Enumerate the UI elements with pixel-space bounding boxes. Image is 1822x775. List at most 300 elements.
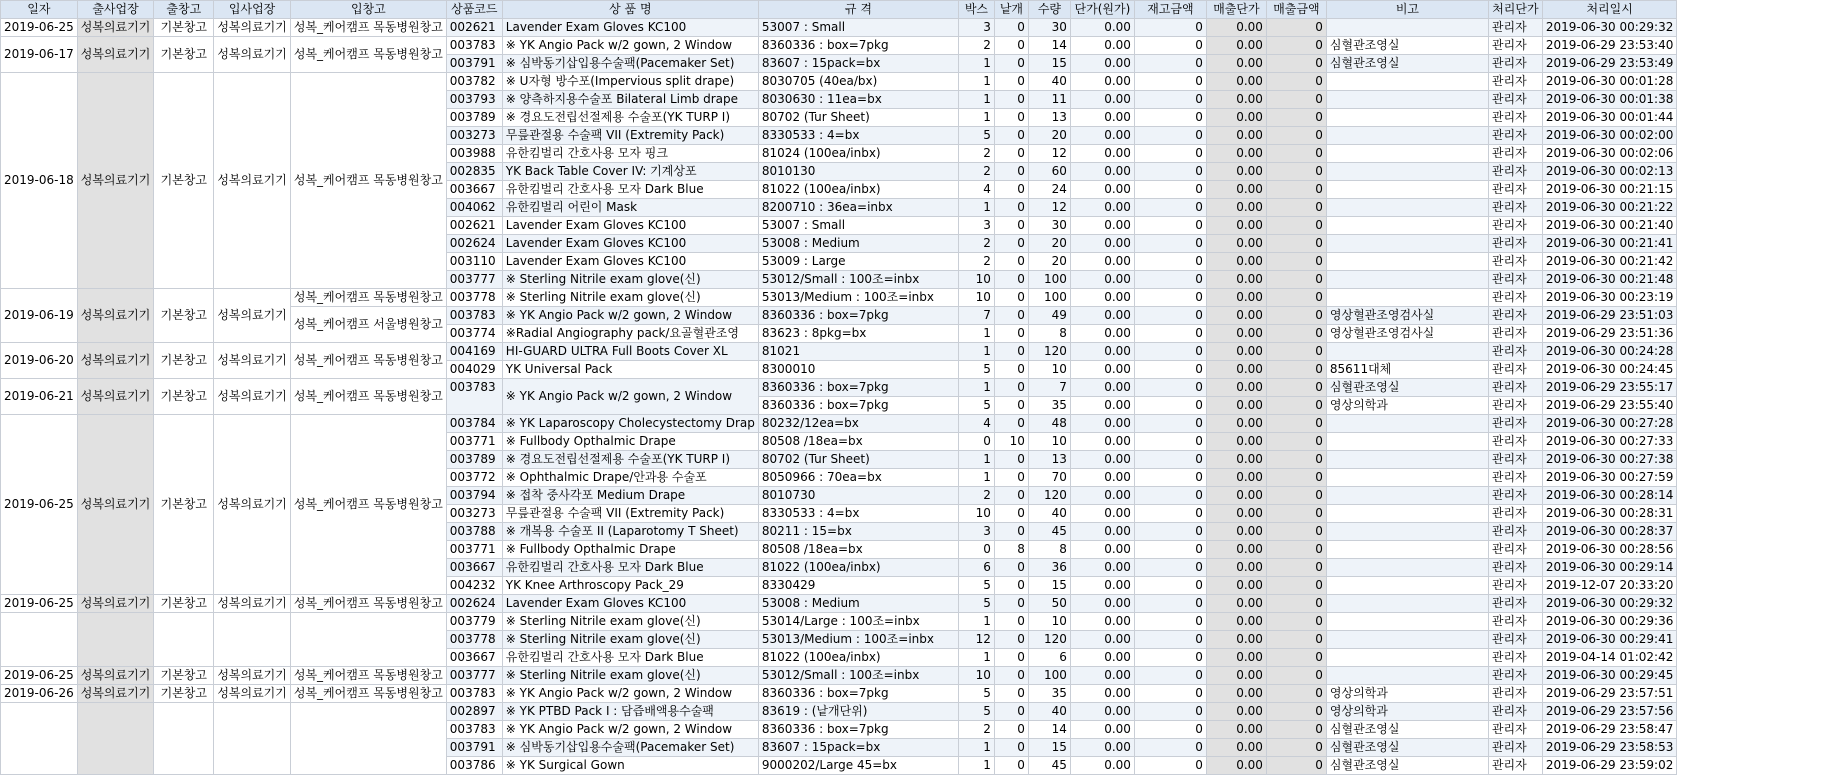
cell-memo[interactable] <box>1326 199 1488 217</box>
cell-box[interactable]: 5 <box>958 703 994 721</box>
cell-handler[interactable]: 관리자 <box>1488 91 1542 109</box>
cell-pieces[interactable]: 0 <box>994 289 1028 307</box>
cell-unit-cost[interactable]: 0.00 <box>1070 649 1134 667</box>
cell-memo[interactable] <box>1326 163 1488 181</box>
cell-sales-price[interactable]: 0.00 <box>1206 325 1266 343</box>
cell-in-warehouse[interactable]: 성복_케어캠프 목동병원창고 <box>290 343 446 379</box>
cell-spec[interactable]: 8360336 : box=7pkg <box>758 685 958 703</box>
cell-unit-cost[interactable]: 0.00 <box>1070 541 1134 559</box>
cell-memo[interactable] <box>1326 631 1488 649</box>
cell-processed-time[interactable]: 2019-06-29 23:51:03 <box>1542 307 1676 325</box>
cell-product-name[interactable]: Lavender Exam Gloves KC100 <box>502 19 758 37</box>
cell-handler[interactable]: 관리자 <box>1488 649 1542 667</box>
column-header[interactable]: 상 품 명 <box>502 1 758 19</box>
cell-product-name[interactable]: YK Universal Pack <box>502 361 758 379</box>
cell-unit-cost[interactable]: 0.00 <box>1070 73 1134 91</box>
cell-processed-time[interactable]: 2019-06-29 23:55:17 <box>1542 379 1676 397</box>
table-row[interactable] <box>1 613 1677 631</box>
cell-product-code[interactable]: 003782 <box>446 73 502 91</box>
column-header[interactable]: 재고금액 <box>1134 1 1206 19</box>
cell-product-name[interactable]: ※ YK PTBD Pack I : 담즙배액용수술팩 <box>502 703 758 721</box>
cell-quantity[interactable]: 15 <box>1028 577 1070 595</box>
cell-product-name[interactable]: Lavender Exam Gloves KC100 <box>502 253 758 271</box>
cell-product-code[interactable]: 003783 <box>446 37 502 55</box>
cell-memo[interactable] <box>1326 343 1488 361</box>
cell-pieces[interactable]: 0 <box>994 667 1028 685</box>
cell-in-warehouse[interactable]: 성복_케어캠프 서울병원창고 <box>290 307 446 343</box>
cell-stock-amount[interactable]: 0 <box>1134 523 1206 541</box>
cell-sales-price[interactable]: 0.00 <box>1206 217 1266 235</box>
cell-quantity[interactable]: 12 <box>1028 145 1070 163</box>
column-header[interactable]: 비고 <box>1326 1 1488 19</box>
cell-stock-amount[interactable]: 0 <box>1134 649 1206 667</box>
cell-product-code[interactable]: 004029 <box>446 361 502 379</box>
cell-unit-cost[interactable]: 0.00 <box>1070 289 1134 307</box>
cell-stock-amount[interactable]: 0 <box>1134 325 1206 343</box>
table-row[interactable] <box>1 685 1677 703</box>
cell-sales-amount[interactable]: 0 <box>1266 109 1326 127</box>
cell-stock-amount[interactable]: 0 <box>1134 235 1206 253</box>
cell-processed-time[interactable]: 2019-06-30 00:21:22 <box>1542 199 1676 217</box>
cell-sales-amount[interactable]: 0 <box>1266 307 1326 325</box>
cell-sales-amount[interactable]: 0 <box>1266 667 1326 685</box>
cell-unit-cost[interactable]: 0.00 <box>1070 361 1134 379</box>
cell-product-code[interactable]: 002621 <box>446 19 502 37</box>
cell-unit-cost[interactable]: 0.00 <box>1070 487 1134 505</box>
cell-processed-time[interactable]: 2019-06-30 00:01:44 <box>1542 109 1676 127</box>
cell-sales-price[interactable]: 0.00 <box>1206 703 1266 721</box>
cell-in-business[interactable]: 성복의료기기 <box>214 19 291 37</box>
cell-unit-cost[interactable]: 0.00 <box>1070 55 1134 73</box>
cell-product-code[interactable]: 004169 <box>446 343 502 361</box>
cell-box[interactable]: 3 <box>958 19 994 37</box>
column-header[interactable]: 상품코드 <box>446 1 502 19</box>
cell-sales-amount[interactable]: 0 <box>1266 757 1326 775</box>
cell-memo[interactable] <box>1326 505 1488 523</box>
cell-spec[interactable]: 8360336 : box=7pkg <box>758 379 958 397</box>
cell-handler[interactable]: 관리자 <box>1488 577 1542 595</box>
cell-handler[interactable]: 관리자 <box>1488 523 1542 541</box>
cell-date[interactable]: 2019-06-25 <box>1 595 78 613</box>
cell-sales-price[interactable]: 0.00 <box>1206 235 1266 253</box>
cell-product-name[interactable]: 유한킴벌리 어린이 Mask <box>502 199 758 217</box>
cell-out-warehouse[interactable]: 기본창고 <box>154 685 214 703</box>
cell-stock-amount[interactable]: 0 <box>1134 343 1206 361</box>
cell-spec[interactable]: 8030630 : 11ea=bx <box>758 91 958 109</box>
cell-out-business[interactable] <box>77 703 154 775</box>
cell-stock-amount[interactable]: 0 <box>1134 271 1206 289</box>
cell-handler[interactable]: 관리자 <box>1488 145 1542 163</box>
cell-product-name[interactable]: ※ 심박동기삽입용수술팩(Pacemaker Set) <box>502 55 758 73</box>
cell-sales-price[interactable]: 0.00 <box>1206 487 1266 505</box>
cell-in-warehouse[interactable]: 성복_케어캠프 목동병원창고 <box>290 37 446 73</box>
cell-product-name[interactable]: ※ Sterling Nitrile exam glove(신) <box>502 289 758 307</box>
cell-processed-time[interactable]: 2019-06-29 23:58:47 <box>1542 721 1676 739</box>
cell-quantity[interactable]: 24 <box>1028 181 1070 199</box>
cell-unit-cost[interactable]: 0.00 <box>1070 379 1134 397</box>
cell-quantity[interactable]: 120 <box>1028 487 1070 505</box>
cell-pieces[interactable]: 0 <box>994 685 1028 703</box>
cell-stock-amount[interactable]: 0 <box>1134 289 1206 307</box>
cell-spec[interactable]: 80211 : 15=bx <box>758 523 958 541</box>
cell-pieces[interactable]: 0 <box>994 649 1028 667</box>
table-row[interactable] <box>1 703 1677 721</box>
cell-product-name[interactable]: ※ YK Surgical Gown <box>502 757 758 775</box>
cell-box[interactable]: 1 <box>958 325 994 343</box>
cell-stock-amount[interactable]: 0 <box>1134 127 1206 145</box>
cell-unit-cost[interactable]: 0.00 <box>1070 271 1134 289</box>
cell-product-code[interactable]: 003273 <box>446 127 502 145</box>
cell-memo[interactable] <box>1326 271 1488 289</box>
cell-pieces[interactable]: 8 <box>994 541 1028 559</box>
cell-product-code[interactable]: 004062 <box>446 199 502 217</box>
cell-stock-amount[interactable]: 0 <box>1134 613 1206 631</box>
cell-stock-amount[interactable]: 0 <box>1134 217 1206 235</box>
cell-spec[interactable]: 53009 : Large <box>758 253 958 271</box>
cell-product-code[interactable]: 003783 <box>446 721 502 739</box>
cell-memo[interactable] <box>1326 541 1488 559</box>
cell-memo[interactable]: 영상혈관조영검사실 <box>1326 307 1488 325</box>
table-row[interactable] <box>1 667 1677 685</box>
cell-stock-amount[interactable]: 0 <box>1134 19 1206 37</box>
cell-box[interactable]: 2 <box>958 37 994 55</box>
cell-sales-amount[interactable]: 0 <box>1266 739 1326 757</box>
cell-product-name[interactable]: ※ 양측하지용수술포 Bilateral Limb drape <box>502 91 758 109</box>
column-header[interactable]: 규 격 <box>758 1 958 19</box>
cell-stock-amount[interactable]: 0 <box>1134 595 1206 613</box>
cell-handler[interactable]: 관리자 <box>1488 109 1542 127</box>
cell-spec[interactable]: 80508 /18ea=bx <box>758 541 958 559</box>
cell-out-warehouse[interactable]: 기본창고 <box>154 73 214 289</box>
cell-processed-time[interactable]: 2019-06-30 00:27:28 <box>1542 415 1676 433</box>
cell-sales-price[interactable]: 0.00 <box>1206 649 1266 667</box>
cell-processed-time[interactable]: 2019-06-30 00:21:48 <box>1542 271 1676 289</box>
cell-handler[interactable]: 관리자 <box>1488 73 1542 91</box>
cell-handler[interactable]: 관리자 <box>1488 199 1542 217</box>
cell-unit-cost[interactable]: 0.00 <box>1070 163 1134 181</box>
cell-product-code[interactable]: 003110 <box>446 253 502 271</box>
cell-product-name[interactable]: ※ YK Angio Pack w/2 gown, 2 Window <box>502 685 758 703</box>
cell-memo[interactable]: 심혈관조영실 <box>1326 721 1488 739</box>
cell-memo[interactable] <box>1326 73 1488 91</box>
table-row[interactable] <box>1 595 1677 613</box>
cell-processed-time[interactable]: 2019-06-30 00:01:38 <box>1542 91 1676 109</box>
cell-stock-amount[interactable]: 0 <box>1134 559 1206 577</box>
cell-stock-amount[interactable]: 0 <box>1134 757 1206 775</box>
cell-quantity[interactable]: 70 <box>1028 469 1070 487</box>
cell-quantity[interactable]: 100 <box>1028 289 1070 307</box>
cell-date[interactable]: 2019-06-25 <box>1 415 78 595</box>
cell-memo[interactable]: 영상의학과 <box>1326 703 1488 721</box>
cell-product-name[interactable]: ※ Sterling Nitrile exam glove(신) <box>502 631 758 649</box>
cell-box[interactable]: 4 <box>958 181 994 199</box>
cell-processed-time[interactable]: 2019-06-29 23:57:51 <box>1542 685 1676 703</box>
cell-quantity[interactable]: 40 <box>1028 73 1070 91</box>
cell-product-name[interactable]: ※Radial Angiography pack/요골혈관조영 <box>502 325 758 343</box>
cell-box[interactable]: 1 <box>958 613 994 631</box>
cell-product-name[interactable]: Lavender Exam Gloves KC100 <box>502 235 758 253</box>
cell-date[interactable]: 2019-06-21 <box>1 379 78 415</box>
cell-stock-amount[interactable]: 0 <box>1134 415 1206 433</box>
cell-stock-amount[interactable]: 0 <box>1134 307 1206 325</box>
cell-handler[interactable]: 관리자 <box>1488 325 1542 343</box>
cell-sales-amount[interactable]: 0 <box>1266 703 1326 721</box>
cell-unit-cost[interactable]: 0.00 <box>1070 595 1134 613</box>
cell-in-business[interactable]: 성복의료기기 <box>214 595 291 613</box>
cell-sales-amount[interactable]: 0 <box>1266 91 1326 109</box>
cell-quantity[interactable]: 8 <box>1028 325 1070 343</box>
cell-product-name[interactable]: 무릎관절용 수술팩 VII (Extremity Pack) <box>502 505 758 523</box>
cell-quantity[interactable]: 10 <box>1028 613 1070 631</box>
cell-pieces[interactable]: 0 <box>994 451 1028 469</box>
cell-sales-price[interactable]: 0.00 <box>1206 271 1266 289</box>
cell-product-name[interactable]: ※ Sterling Nitrile exam glove(신) <box>502 667 758 685</box>
table-row[interactable] <box>1 37 1677 55</box>
cell-product-code[interactable]: 003667 <box>446 181 502 199</box>
cell-sales-amount[interactable]: 0 <box>1266 379 1326 397</box>
cell-handler[interactable]: 관리자 <box>1488 37 1542 55</box>
cell-unit-cost[interactable]: 0.00 <box>1070 307 1134 325</box>
cell-out-business[interactable]: 성복의료기기 <box>77 343 154 379</box>
cell-box[interactable]: 2 <box>958 145 994 163</box>
cell-product-code[interactable]: 003778 <box>446 631 502 649</box>
cell-spec[interactable]: 53013/Medium : 100조=inbx <box>758 289 958 307</box>
cell-box[interactable]: 7 <box>958 307 994 325</box>
cell-unit-cost[interactable]: 0.00 <box>1070 685 1134 703</box>
cell-pieces[interactable]: 0 <box>994 559 1028 577</box>
cell-in-business[interactable]: 성복의료기기 <box>214 37 291 73</box>
cell-pieces[interactable]: 0 <box>994 757 1028 775</box>
cell-sales-price[interactable]: 0.00 <box>1206 55 1266 73</box>
cell-out-warehouse[interactable]: 기본창고 <box>154 343 214 379</box>
column-header[interactable]: 일자 <box>1 1 78 19</box>
cell-memo[interactable]: 심혈관조영실 <box>1326 55 1488 73</box>
column-header[interactable]: 단가(원가) <box>1070 1 1134 19</box>
cell-pieces[interactable]: 0 <box>994 577 1028 595</box>
cell-handler[interactable]: 관리자 <box>1488 631 1542 649</box>
cell-in-warehouse[interactable]: 성복_케어캠프 목동병원창고 <box>290 595 446 613</box>
cell-sales-amount[interactable]: 0 <box>1266 487 1326 505</box>
cell-stock-amount[interactable]: 0 <box>1134 37 1206 55</box>
cell-product-name[interactable]: ※ 접착 중사각포 Medium Drape <box>502 487 758 505</box>
cell-out-business[interactable]: 성복의료기기 <box>77 685 154 703</box>
cell-box[interactable]: 10 <box>958 289 994 307</box>
cell-pieces[interactable]: 0 <box>994 343 1028 361</box>
cell-handler[interactable]: 관리자 <box>1488 757 1542 775</box>
cell-product-code[interactable]: 003783 <box>446 685 502 703</box>
cell-unit-cost[interactable]: 0.00 <box>1070 127 1134 145</box>
cell-product-code[interactable]: 003667 <box>446 649 502 667</box>
cell-memo[interactable] <box>1326 109 1488 127</box>
cell-date[interactable]: 2019-06-19 <box>1 289 78 343</box>
cell-box[interactable]: 0 <box>958 433 994 451</box>
cell-stock-amount[interactable]: 0 <box>1134 721 1206 739</box>
cell-stock-amount[interactable]: 0 <box>1134 397 1206 415</box>
cell-memo[interactable]: 심혈관조영실 <box>1326 757 1488 775</box>
cell-spec[interactable]: 8030705 (40ea/bx) <box>758 73 958 91</box>
cell-box[interactable]: 2 <box>958 487 994 505</box>
cell-processed-time[interactable]: 2019-06-30 00:23:19 <box>1542 289 1676 307</box>
cell-sales-amount[interactable]: 0 <box>1266 343 1326 361</box>
cell-sales-amount[interactable]: 0 <box>1266 37 1326 55</box>
cell-product-name[interactable]: ※ 심박동기삽입용수술팩(Pacemaker Set) <box>502 739 758 757</box>
cell-spec[interactable]: 83607 : 15pack=bx <box>758 55 958 73</box>
column-header[interactable]: 입창고 <box>290 1 446 19</box>
cell-box[interactable]: 5 <box>958 397 994 415</box>
cell-box[interactable]: 1 <box>958 451 994 469</box>
cell-processed-time[interactable]: 2019-06-30 00:28:14 <box>1542 487 1676 505</box>
cell-product-name[interactable]: ※ Fullbody Opthalmic Drape <box>502 541 758 559</box>
cell-stock-amount[interactable]: 0 <box>1134 577 1206 595</box>
cell-processed-time[interactable]: 2019-06-30 00:29:36 <box>1542 613 1676 631</box>
cell-pieces[interactable]: 10 <box>994 433 1028 451</box>
cell-out-warehouse[interactable]: 기본창고 <box>154 379 214 415</box>
cell-unit-cost[interactable]: 0.00 <box>1070 451 1134 469</box>
cell-pieces[interactable]: 0 <box>994 379 1028 397</box>
cell-in-warehouse[interactable]: 성복_케어캠프 목동병원창고 <box>290 415 446 595</box>
cell-handler[interactable]: 관리자 <box>1488 55 1542 73</box>
cell-unit-cost[interactable]: 0.00 <box>1070 703 1134 721</box>
cell-pieces[interactable]: 0 <box>994 181 1028 199</box>
cell-sales-amount[interactable]: 0 <box>1266 433 1326 451</box>
cell-product-code[interactable]: 003784 <box>446 415 502 433</box>
cell-spec[interactable]: 80702 (Tur Sheet) <box>758 451 958 469</box>
cell-product-code[interactable]: 002835 <box>446 163 502 181</box>
cell-sales-amount[interactable]: 0 <box>1266 685 1326 703</box>
cell-memo[interactable] <box>1326 487 1488 505</box>
cell-pieces[interactable]: 0 <box>994 271 1028 289</box>
column-header[interactable]: 입사업장 <box>214 1 291 19</box>
cell-quantity[interactable]: 49 <box>1028 307 1070 325</box>
cell-memo[interactable] <box>1326 451 1488 469</box>
cell-spec[interactable]: 81024 (100ea/inbx) <box>758 145 958 163</box>
cell-sales-amount[interactable]: 0 <box>1266 649 1326 667</box>
cell-spec[interactable]: 80232/12ea=bx <box>758 415 958 433</box>
cell-spec[interactable]: 53012/Small : 100조=inbx <box>758 667 958 685</box>
cell-memo[interactable] <box>1326 469 1488 487</box>
cell-product-code[interactable]: 003783 <box>446 307 502 325</box>
cell-stock-amount[interactable]: 0 <box>1134 109 1206 127</box>
cell-handler[interactable]: 관리자 <box>1488 451 1542 469</box>
cell-sales-price[interactable]: 0.00 <box>1206 667 1266 685</box>
cell-quantity[interactable]: 120 <box>1028 343 1070 361</box>
cell-product-name[interactable]: Lavender Exam Gloves KC100 <box>502 217 758 235</box>
cell-sales-price[interactable]: 0.00 <box>1206 181 1266 199</box>
cell-spec[interactable]: 53008 : Medium <box>758 235 958 253</box>
cell-product-code[interactable]: 003988 <box>446 145 502 163</box>
cell-handler[interactable]: 관리자 <box>1488 721 1542 739</box>
cell-quantity[interactable]: 35 <box>1028 397 1070 415</box>
cell-product-name[interactable]: 유한킴벌리 간호사용 모자 Dark Blue <box>502 181 758 199</box>
cell-processed-time[interactable]: 2019-06-30 00:24:28 <box>1542 343 1676 361</box>
cell-spec[interactable]: 8330533 : 4=bx <box>758 127 958 145</box>
cell-date[interactable]: 2019-06-18 <box>1 73 78 289</box>
cell-processed-time[interactable]: 2019-06-30 00:27:33 <box>1542 433 1676 451</box>
cell-handler[interactable]: 관리자 <box>1488 217 1542 235</box>
cell-processed-time[interactable]: 2019-06-30 00:29:41 <box>1542 631 1676 649</box>
cell-out-warehouse[interactable]: 기본창고 <box>154 415 214 595</box>
cell-in-warehouse[interactable]: 성복_케어캠프 목동병원창고 <box>290 685 446 703</box>
cell-product-code[interactable]: 003779 <box>446 613 502 631</box>
cell-product-name[interactable]: ※ YK Angio Pack w/2 gown, 2 Window <box>502 379 758 415</box>
cell-memo[interactable] <box>1326 181 1488 199</box>
cell-stock-amount[interactable]: 0 <box>1134 199 1206 217</box>
cell-spec[interactable]: 53007 : Small <box>758 19 958 37</box>
cell-product-code[interactable]: 003783 <box>446 379 502 415</box>
cell-spec[interactable]: 8330533 : 4=bx <box>758 505 958 523</box>
cell-sales-amount[interactable]: 0 <box>1266 271 1326 289</box>
table-row[interactable] <box>1 19 1677 37</box>
cell-quantity[interactable]: 13 <box>1028 451 1070 469</box>
cell-quantity[interactable]: 100 <box>1028 667 1070 685</box>
cell-unit-cost[interactable]: 0.00 <box>1070 469 1134 487</box>
cell-spec[interactable]: 8360336 : box=7pkg <box>758 397 958 415</box>
cell-spec[interactable]: 80702 (Tur Sheet) <box>758 109 958 127</box>
cell-sales-price[interactable]: 0.00 <box>1206 505 1266 523</box>
cell-processed-time[interactable]: 2019-06-30 00:29:45 <box>1542 667 1676 685</box>
cell-product-code[interactable]: 003789 <box>446 109 502 127</box>
cell-sales-price[interactable]: 0.00 <box>1206 685 1266 703</box>
cell-stock-amount[interactable]: 0 <box>1134 91 1206 109</box>
cell-out-warehouse[interactable]: 기본창고 <box>154 289 214 343</box>
cell-in-warehouse[interactable] <box>290 613 446 667</box>
cell-quantity[interactable]: 36 <box>1028 559 1070 577</box>
cell-memo[interactable]: 영상혈관조영검사실 <box>1326 325 1488 343</box>
cell-product-name[interactable]: ※ Sterling Nitrile exam glove(신) <box>502 271 758 289</box>
cell-memo[interactable]: 심혈관조영실 <box>1326 37 1488 55</box>
cell-memo[interactable] <box>1326 433 1488 451</box>
cell-stock-amount[interactable]: 0 <box>1134 145 1206 163</box>
cell-processed-time[interactable]: 2019-06-29 23:53:40 <box>1542 37 1676 55</box>
cell-spec[interactable]: 8050966 : 70ea=bx <box>758 469 958 487</box>
cell-out-warehouse[interactable]: 기본창고 <box>154 667 214 685</box>
cell-pieces[interactable]: 0 <box>994 523 1028 541</box>
cell-processed-time[interactable]: 2019-06-30 00:27:59 <box>1542 469 1676 487</box>
cell-sales-price[interactable]: 0.00 <box>1206 541 1266 559</box>
cell-pieces[interactable]: 0 <box>994 613 1028 631</box>
cell-unit-cost[interactable]: 0.00 <box>1070 91 1134 109</box>
cell-pieces[interactable]: 0 <box>994 253 1028 271</box>
cell-quantity[interactable]: 14 <box>1028 721 1070 739</box>
cell-box[interactable]: 10 <box>958 505 994 523</box>
cell-sales-price[interactable]: 0.00 <box>1206 613 1266 631</box>
cell-product-name[interactable]: Lavender Exam Gloves KC100 <box>502 595 758 613</box>
cell-handler[interactable]: 관리자 <box>1488 433 1542 451</box>
cell-sales-amount[interactable]: 0 <box>1266 73 1326 91</box>
cell-product-name[interactable]: ※ Ophthalmic Drape/안과용 수술포 <box>502 469 758 487</box>
cell-quantity[interactable]: 35 <box>1028 685 1070 703</box>
cell-handler[interactable]: 관리자 <box>1488 487 1542 505</box>
cell-product-name[interactable]: 유한킴벌리 간호사용 모자 Dark Blue <box>502 559 758 577</box>
cell-memo[interactable]: 심혈관조영실 <box>1326 739 1488 757</box>
cell-sales-price[interactable]: 0.00 <box>1206 739 1266 757</box>
cell-processed-time[interactable]: 2019-06-30 00:28:56 <box>1542 541 1676 559</box>
cell-sales-price[interactable]: 0.00 <box>1206 721 1266 739</box>
cell-memo[interactable]: 영상의학과 <box>1326 397 1488 415</box>
cell-in-warehouse[interactable]: 성복_케어캠프 목동병원창고 <box>290 19 446 37</box>
cell-handler[interactable]: 관리자 <box>1488 397 1542 415</box>
cell-product-code[interactable]: 003778 <box>446 289 502 307</box>
cell-quantity[interactable]: 8 <box>1028 541 1070 559</box>
cell-unit-cost[interactable]: 0.00 <box>1070 721 1134 739</box>
table-row[interactable] <box>1 73 1677 91</box>
cell-product-name[interactable]: ※ 경요도전립선절제용 수술포(YK TURP I) <box>502 109 758 127</box>
cell-unit-cost[interactable]: 0.00 <box>1070 523 1134 541</box>
cell-spec[interactable]: 81022 (100ea/inbx) <box>758 649 958 667</box>
cell-spec[interactable]: 83623 : 8pkg=bx <box>758 325 958 343</box>
cell-quantity[interactable]: 45 <box>1028 523 1070 541</box>
cell-pieces[interactable]: 0 <box>994 325 1028 343</box>
